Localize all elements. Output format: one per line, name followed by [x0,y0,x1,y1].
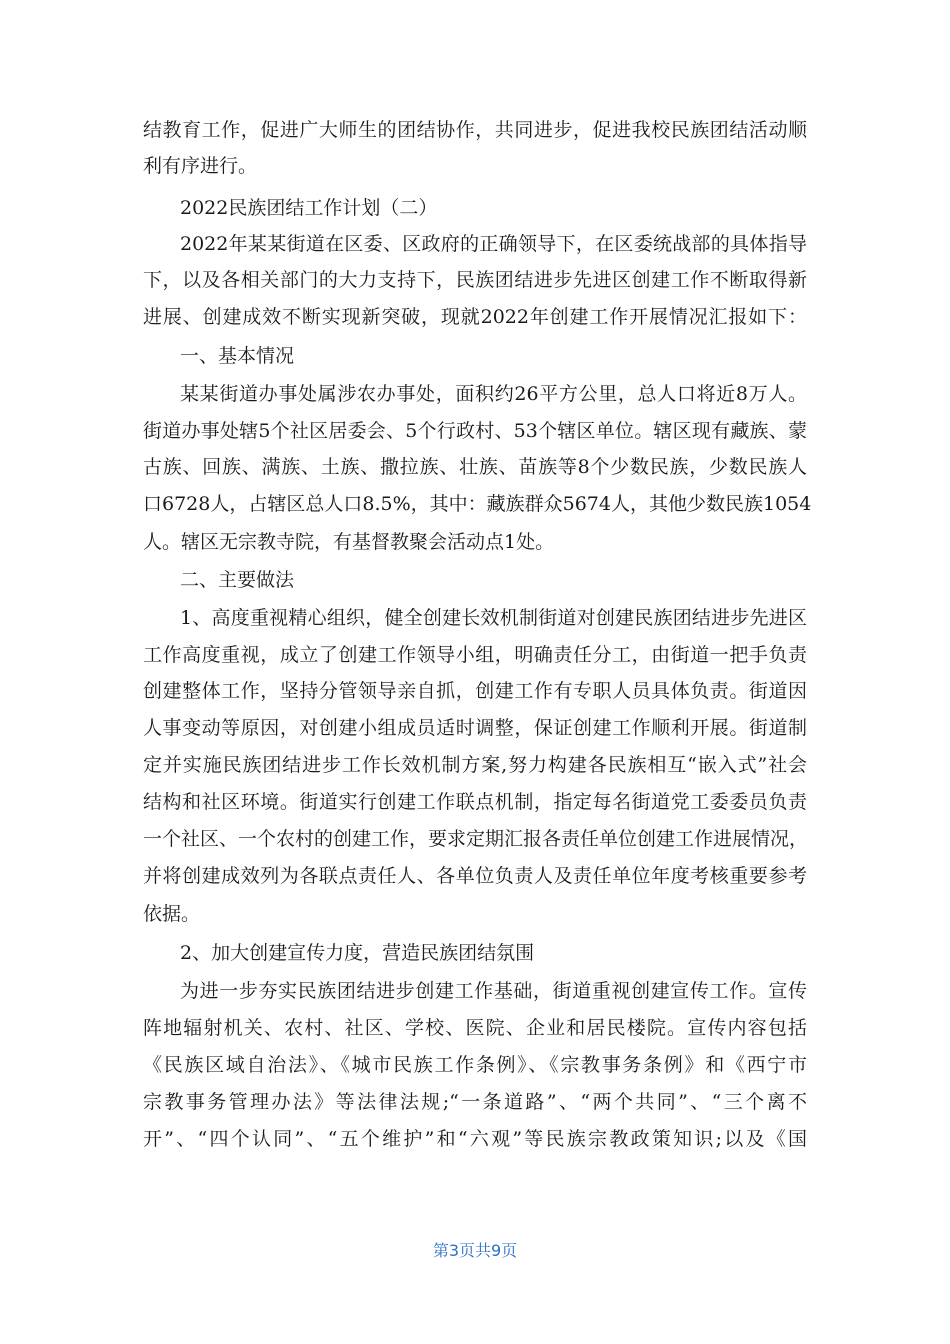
text-line: 阵地辐射机关、农村、社区、学校、医院、企业和居民楼院。宣传内容包括 [143,1017,807,1039]
text-line: 口6728人，占辖区总人口8.5%，其中：藏族群众5674人，其他少数民族1054 [143,493,812,515]
text-line: 1、高度重视精心组织，健全创建长效机制街道对创建民族团结进步先进区 [180,607,807,629]
text-line: 结构和社区环境。街道实行创建工作联点机制，指定每名街道党工委委员负责 [143,791,807,813]
text-line: 人事变动等原因，对创建小组成员适时调整，保证创建工作顺利开展。街道制 [143,717,807,739]
text-line: 一个社区、一个农村的创建工作，要求定期汇报各责任单位创建工作进展情况， [143,828,809,850]
text-line: 创建整体工作，坚持分管领导亲自抓，创建工作有专职人员具体负责。街道因 [143,680,807,702]
text-line: 2022年某某街道在区委、区政府的正确领导下，在区委统战部的具体指导 [180,233,807,255]
text-line: 利有序进行。 [143,155,258,177]
section-heading: 二、主要做法 [180,569,295,591]
text-line: 结教育工作，促进广大师生的团结协作，共同进步，促进我校民族团结活动顺 [143,119,807,141]
text-line: 并将创建成效列为各联点责任人、各单位负责人及责任单位年度考核重要参考 [143,865,807,887]
text-line: 为进一步夯实民族团结进步创建工作基础，街道重视创建宣传工作。宣传 [180,980,807,1002]
text-line: 人。辖区无宗教寺院，有基督教聚会活动点1处。 [143,531,555,553]
text-line: 定并实施民族团结进步工作长效机制方案,努力构建各民族相互“嵌入式”社会 [143,754,807,776]
page-number: 第3页共9页 [432,1241,518,1260]
text-line: 《民族区域自治法》、《城市民族工作条例》、《宗教事务条例》和《西宁市 [143,1054,807,1076]
text-line: 街道办事处辖5个社区居委会、5个行政村、53个辖区单位。辖区现有藏族、蒙 [143,420,807,442]
section-heading: 一、基本情况 [180,345,295,367]
text-line: 开”、“四个认同”、“五个维护”和“六观”等民族宗教政策知识;以及《国 [143,1128,807,1150]
text-line: 某某街道办事处属涉农办事处，面积约26平方公里，总人口将近8万人。 [180,383,807,405]
text-line: 下，以及各相关部门的大力支持下，民族团结进步先进区创建工作不断取得新 [143,269,807,291]
text-line: 古族、回族、满族、土族、撒拉族、壮族、苗族等8个少数民族，少数民族人 [143,456,807,478]
text-line: 依据。 [143,903,201,925]
text-line: 宗教事务管理办法》等法律法规;“一条道路”、“两个共同”、“三个离不 [143,1091,807,1113]
subsection-heading: 2、加大创建宣传力度，营造民族团结氛围 [180,942,535,964]
text-line: 进展、创建成效不断实现新突破，现就2022年创建工作开展情况汇报如下： [143,306,807,328]
section-title: 2022民族团结工作计划（二） [180,197,438,219]
text-line: 工作高度重视，成立了创建工作领导小组，明确责任分工，由街道一把手负责 [143,644,807,666]
